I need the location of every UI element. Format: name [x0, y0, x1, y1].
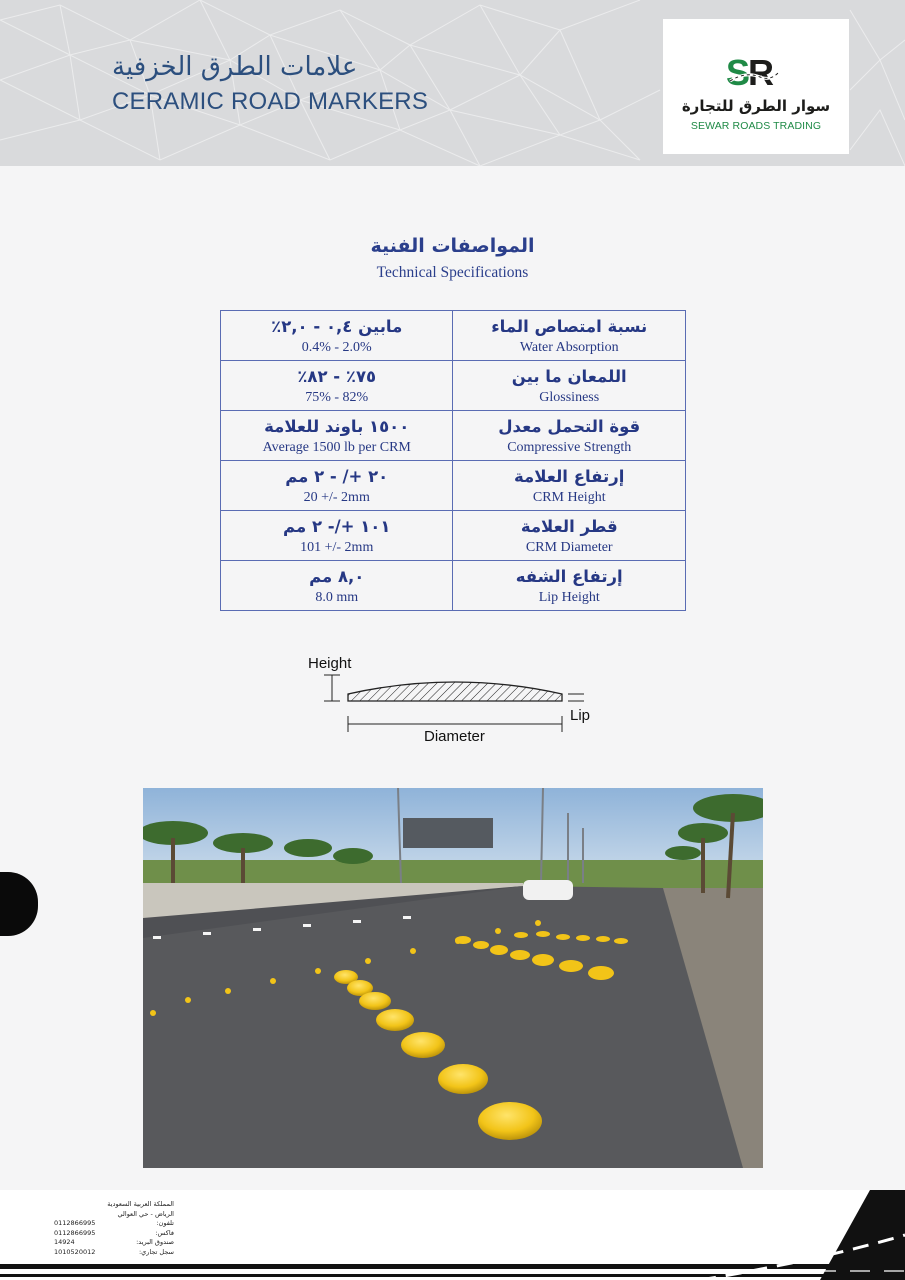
table-row — [221, 461, 686, 511]
diagram-diameter-label: Diameter — [424, 728, 485, 745]
spec-value-cell — [221, 461, 453, 511]
marker-profile-shape — [348, 682, 562, 701]
diagram-lip-label: Lip — [570, 707, 591, 724]
label-english: Water Absorption — [519, 339, 619, 355]
label-english: CRM Diameter — [525, 539, 613, 555]
label-english: Glossiness — [539, 389, 600, 405]
specs-heading-arabic: المواصفات الفنية — [370, 235, 535, 257]
spec-label-cell — [453, 311, 686, 361]
contact-value: 0112866995 — [54, 1228, 96, 1237]
contact-label: صندوق البريد: — [136, 1238, 174, 1247]
label-arabic: نسبة امتصاص الماء — [491, 316, 648, 336]
value-english: Average 1500 lb per CRM — [262, 439, 411, 455]
spec-value-cell — [221, 411, 453, 461]
spec-value-cell — [221, 511, 453, 561]
table-row — [221, 561, 686, 611]
specs-heading-english: Technical Specifications — [376, 264, 529, 281]
marker-profile-diagram — [300, 650, 610, 750]
contact-label: فاكس: — [155, 1228, 174, 1237]
table-row — [221, 511, 686, 561]
label-arabic: قوة التحمل معدل — [498, 416, 641, 436]
page-header — [0, 0, 905, 166]
company-logo — [663, 19, 849, 154]
spec-value-cell — [221, 311, 453, 361]
label-english: Lip Height — [538, 589, 600, 605]
contact-row — [54, 1248, 174, 1258]
title-arabic: علامات الطرق الخزفية — [112, 52, 358, 82]
contact-info — [54, 1200, 174, 1258]
logo-name-english: SEWAR ROADS TRADING — [690, 120, 822, 132]
value-english: 8.0 mm — [315, 589, 359, 605]
contact-value: 1010520012 — [54, 1247, 96, 1256]
diagram-height-label: Height — [308, 655, 352, 672]
svg-text:S: S — [726, 53, 751, 93]
page-footer — [0, 1190, 905, 1280]
contact-row — [54, 1238, 174, 1248]
contact-value: 0112866995 — [54, 1219, 96, 1228]
spec-value-cell — [221, 361, 453, 411]
value-arabic: ٧٥٪ - ٨٢٪ — [297, 366, 377, 386]
spec-label-cell — [453, 461, 686, 511]
contact-row — [54, 1219, 174, 1229]
road-photo-icon — [143, 788, 763, 1168]
label-arabic: إرتفاع الشفه — [515, 566, 623, 586]
page-side-tab — [0, 872, 38, 936]
value-arabic: ٨,٠ مم — [309, 566, 365, 586]
road-photo — [143, 788, 763, 1168]
value-english: 0.4% - 2.0% — [301, 339, 372, 355]
spec-label-cell — [453, 511, 686, 561]
table-row — [221, 361, 686, 411]
value-english: 75% - 82% — [305, 389, 369, 405]
contact-label: الرياض - حي العوالي — [117, 1209, 174, 1218]
contact-label: سجل تجاري: — [138, 1247, 174, 1256]
value-arabic: ١٥٠٠ باوند للعلامة — [264, 416, 410, 436]
value-english: 101 +/- 2mm — [300, 539, 374, 555]
label-english: Compressive Strength — [507, 439, 632, 455]
title-english: CERAMIC ROAD MARKERS — [112, 88, 429, 115]
table-row — [221, 311, 686, 361]
spec-label-cell — [453, 561, 686, 611]
spec-label-cell — [453, 361, 686, 411]
value-arabic: ١٠١ +/- ٢ مم — [283, 516, 391, 536]
spec-value-cell — [221, 561, 453, 611]
value-english: 20 +/- 2mm — [303, 489, 370, 505]
value-arabic: مابين ٠,٤ - ٢,٠٪ — [271, 316, 403, 336]
table-row — [221, 411, 686, 461]
label-arabic: اللمعان ما بين — [511, 366, 627, 386]
contact-label: تلفون: — [156, 1219, 174, 1228]
label-english: CRM Height — [532, 489, 606, 505]
label-arabic: إرتفاع العلامة — [514, 466, 625, 486]
value-arabic: ٢٠ +/ - ٢ مم — [285, 466, 389, 486]
contact-row — [54, 1210, 174, 1220]
contact-row — [54, 1229, 174, 1239]
contact-row — [54, 1200, 174, 1210]
specs-table — [220, 310, 686, 611]
spec-label-cell — [453, 411, 686, 461]
contact-label: المملكة العربية السعودية — [107, 1200, 174, 1208]
logo-name-arabic: سوار الطرق للتجارة — [681, 97, 831, 115]
sr-logo-icon — [726, 53, 786, 93]
label-arabic: قطر العلامة — [520, 516, 618, 536]
svg-text:R: R — [748, 53, 774, 93]
contact-value: 14924 — [54, 1238, 75, 1247]
